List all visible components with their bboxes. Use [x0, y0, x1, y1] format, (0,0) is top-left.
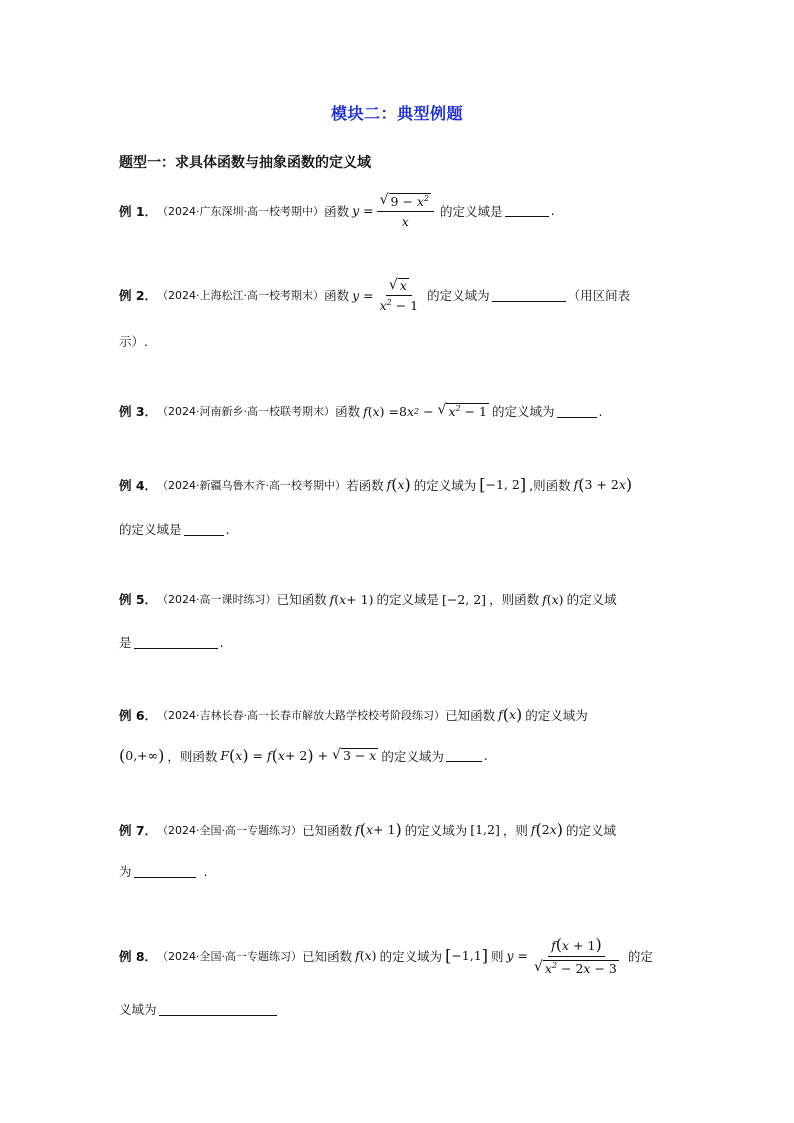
example-6-line-2: ( 0,+∞ ) ，则函数 F ( x ) = f ( x + 2 ) + √ 3 − x 的定义域为 .	[119, 746, 488, 765]
example-source: （2024·吉林长春·高一长春市解放大路学校校考阶段练习）	[157, 708, 446, 722]
formula: F ( x ) = f ( x + 2 ) + √ 3 − x	[220, 746, 377, 765]
example-text: 则	[490, 948, 504, 964]
example-text: 的定义域	[566, 822, 617, 838]
example-text: 已知函数	[302, 822, 353, 838]
example-source: （2024·全国·高一专题练习）	[157, 949, 303, 963]
example-2-line-2: 示）.	[119, 334, 148, 349]
example-text: ,则函数	[529, 477, 571, 493]
example-1: 例 1． （2024·广东深圳·高一校考期中） 函数 y = √ $9 - x^2$ x 的定义域是 .	[119, 192, 555, 230]
example-text: 的定义域为	[525, 707, 588, 723]
example-2: 例 2． （2024·上海松江·高一校考期末） 函数 y = √ x $x^2 - 1$ 的定义域为 （用区间表	[119, 277, 631, 314]
formula: y = f(x + 1) √ $x^2 - 2x - 3$	[506, 935, 617, 976]
example-4-line-2: 的定义域是 .	[119, 521, 230, 537]
formula: f ( x )	[498, 705, 523, 724]
example-7	[119, 820, 616, 839]
example-text: 若函数	[346, 477, 384, 493]
example-label: 例 3．	[119, 404, 158, 419]
answer-blank[interactable]	[446, 749, 482, 762]
example-text: 已知函数	[445, 707, 496, 723]
answer-blank[interactable]	[557, 405, 597, 418]
example-label: 例 1．	[119, 203, 158, 219]
example-8-line-2: 义域为	[119, 1000, 279, 1018]
example-text: ，则	[502, 822, 528, 838]
page-title: 模块二：典型例题	[330, 104, 463, 123]
formula: f ( x )	[542, 591, 564, 607]
example-text: 的定义域为	[492, 404, 555, 419]
example-text: 的定义域是	[440, 203, 503, 219]
example-text: 函数	[335, 404, 361, 419]
formula: ( 0,+∞ )	[119, 746, 165, 765]
formula: f ( x )	[386, 475, 411, 494]
formula: [−2, 2]	[441, 591, 487, 607]
formula: f ( 2 x )	[530, 820, 564, 839]
example-text: 函数	[324, 288, 350, 304]
formula: f ( x )	[355, 948, 377, 964]
example-label: 例 6．	[119, 707, 158, 723]
section-heading: 题型一：求具体函数与抽象函数的定义域	[119, 155, 371, 171]
formula: [ −1,1 ]	[445, 946, 488, 966]
example-text: 的定义域是	[376, 592, 439, 607]
formula: [1,2]	[470, 822, 500, 837]
formula: f ( x + 1 )	[355, 820, 402, 839]
example-source: （2024·河南新乡·高一校联考期末）	[157, 405, 336, 418]
answer-blank[interactable]	[184, 523, 224, 536]
example-label: 例 2．	[119, 288, 158, 304]
example-label: 例 5．	[119, 592, 158, 607]
example-source: （2024·上海松江·高一校考期末）	[157, 289, 325, 303]
example-text: 的定	[627, 948, 653, 964]
example-text: ，则函数	[489, 592, 540, 607]
example-text: 的定义域	[566, 592, 617, 607]
example-text: 的定义域为	[379, 948, 443, 964]
example-source: （2024·广东深圳·高一校考期中）	[157, 204, 325, 218]
answer-blank[interactable]	[134, 865, 196, 878]
answer-blank[interactable]	[134, 636, 218, 649]
example-5	[119, 590, 617, 608]
answer-blank[interactable]	[492, 289, 566, 302]
example-text: 已知函数	[276, 592, 327, 607]
formula: y = √ x $x^2 - 1$	[352, 277, 419, 314]
example-8	[119, 935, 653, 976]
answer-blank[interactable]	[159, 1003, 277, 1016]
formula: f ( x + 1)	[329, 591, 374, 607]
example-5-line-2: 是 .	[119, 634, 224, 650]
formula: f ( x ) = 8 x 2 − √ $x^2 - 1$	[363, 401, 487, 419]
example-source: （2024·高一课时练习）	[157, 593, 277, 606]
formula: y = √ $9 - x^2$ x	[352, 192, 437, 229]
example-source: （2024·新疆乌鲁木齐·高一校考期中）	[157, 478, 347, 492]
example-3: 例 3． （2024·河南新乡·高一校联考期末） 函数 f ( x ) = 8 x 2 − √ $x^2 - 1$ 的定义域为 .	[119, 401, 603, 419]
example-label: 例 8．	[119, 948, 158, 964]
example-7-line-2: 为 .	[119, 863, 208, 879]
example-text: 的定义域为	[404, 822, 468, 838]
formula: [ −1, 2 ]	[479, 475, 527, 494]
example-text: 函数	[324, 203, 350, 219]
example-label: 例 4．	[119, 477, 158, 493]
formula: f ( 3 + 2 x )	[573, 475, 633, 494]
answer-blank[interactable]	[505, 204, 549, 217]
example-text: 已知函数	[302, 948, 353, 964]
example-4	[119, 475, 635, 494]
example-label: 例 7．	[119, 822, 158, 838]
example-text: 的定义域为	[427, 288, 490, 304]
example-6	[119, 705, 588, 724]
example-text: 的定义域为	[413, 477, 477, 493]
example-source: （2024·全国·高一专题练习）	[157, 823, 303, 837]
